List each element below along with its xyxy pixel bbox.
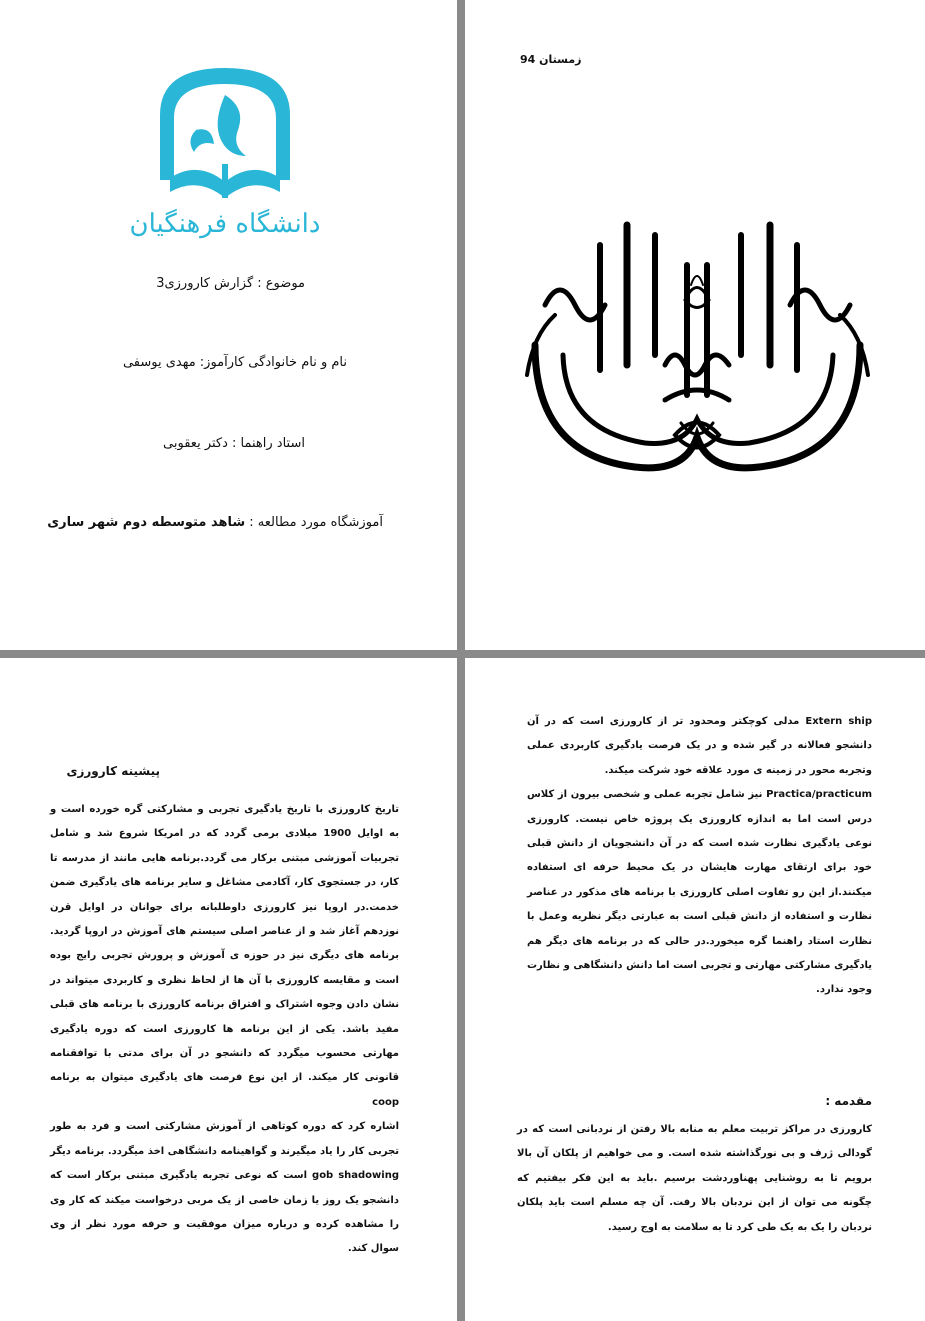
trainee-name: نام و نام خانوادگی کارآموز: مهدی یوسفی (122, 355, 347, 370)
history-heading: پیشینه کارورزی (66, 764, 160, 778)
logo-caption: دانشگاه فرهنگیان (129, 209, 321, 239)
logo-flame-shape (218, 95, 246, 156)
definition-paragraph: Practica/practicum نیز شامل تجربه عملی و شخصی بیرون از کلاس درس است اما به اندازه کارورزی یک پروژه خاص نیست. کارورزی نوعی یادگیری نظارت شده است که در آن دانشجویان از دانش قبلی خود برای ارتقای مهارت هایشان در یک محیط حرفه ای استفاده میکنند.از این رو تفاوت اصلی کارورزی با برنامه های مذکور در عناصر نظارت و استفاده از دانش قبلی است به عبارتی دیگر نظریه وعمل با نظارت استاد راهنما گره میخورد.در حالی که در برنامه های دیگر هم یادگیری مشارکتی مهارتی و تجربی است اما دانش دانشگاهی و نظارت وجود ندارد. (527, 789, 872, 996)
definitions-body (527, 710, 872, 1003)
intro-paragraph: کارورزی در مراکز تربیت معلم به منابه بالا رفتن از نردبانی است که در گودالی ژرف و بی نورگذاشته شده است. و می خواهیم از پلکان آن بالا برویم تا به روشنایی پهناوردشت برسیم .باید به این فکر بیفتیم که چگونه می توان از این نردبان بالا رفت. آن چه مسلم است باید پلکان نردبان را یک به یک طی کرد تا به سلامت به اوج رسید. (517, 1124, 872, 1233)
school-line (47, 515, 383, 530)
basmala-page (465, 0, 925, 650)
intro-heading: مقدمه : (825, 1094, 872, 1108)
school-label: آموزشگاه مورد مطالعه : (245, 515, 383, 530)
intro-page (465, 658, 925, 1321)
school-value: شاهد متوسطه دوم شهر ساری (47, 515, 246, 530)
intro-body (517, 1118, 872, 1240)
history-body (50, 798, 399, 1262)
history-paragraph: اشاره کرد که دوره کوتاهی از آموزش مشارکتی است و فرد به طور تجربی کار را یاد میگیرند و گواهینامه دانشگاهی اخذ میگردد. برنامه دیگر gob shadowing است که نوعی تجربه یادگیری مبتنی برکار است که دانشجو یک روز یا زمان خاصی از یک مربی درخواست میکند که کار وی را مشاهده کرده و درباره میزان موفقیت و حرفه مورد نظر از وی سوال کند. (50, 1121, 399, 1255)
basmala-calligraphy-icon (515, 205, 880, 485)
history-paragraph: تاریخ کارورزی با تاریخ یادگیری تجربی و مشارکتی گره خورده است و به اوایل 1900 میلادی برمی گردد که در امریکا شروع شد و شامل تجربیات آموزشی مبتنی برکار می گردد.برنامه هایی مانند از مدرسه تا کار، در جستجوی کار، آکادمی مشاغل و سایر برنامه های یادگیری ضمن خدمت.در اروپا نیز کارورزی داوطلبانه برای جوانان در اوایل قرن نوزدهم آغاز شد و از عناصر اصلی سیستم های آموزش در اروپا گردید. برنامه های دیگری نیز در حوزه ی آموزش و پرورش تجربی رایج بوده است و مقایسه کارورزی با آن ها از لحاظ نظری و کاربردی میتواند در نشان دادن وجوه اشتراک و افتراق برنامه کارورزی با برنامه های قبلی مفید باشد. یکی از این برنامه ها کارورزی است که دوره یادگیری مهارتی محسوب میگردد که دانشجو در آن برای مدتی با توافقنامه قانونی کار میکند. از این نوع فرصت های یادگیری میتوان به برنامه coop (50, 804, 399, 1108)
logo-pen-shape (222, 164, 228, 198)
report-subject: موضوع : گزارش کارورزی3 (156, 276, 305, 291)
definition-paragraph: Extern ship مدلی کوچکتر ومحدود تر از کارورزی است که در آن دانشجو فعالانه در گیر شده و در یک فرصت یادگیری کاربردی عملی وتجربه محور در زمینه ی مورد علاقه خود شرکت میکند. (527, 716, 872, 776)
cover-page (0, 0, 457, 650)
advisor-name: استاد راهنما : دکتر یعقوبی (163, 436, 305, 451)
university-logo-icon (129, 60, 321, 240)
history-page (0, 658, 457, 1321)
date-label: زمستان 94 (520, 53, 582, 66)
logo-drop-shape (190, 129, 214, 152)
calligraphy-strokes (527, 225, 868, 468)
